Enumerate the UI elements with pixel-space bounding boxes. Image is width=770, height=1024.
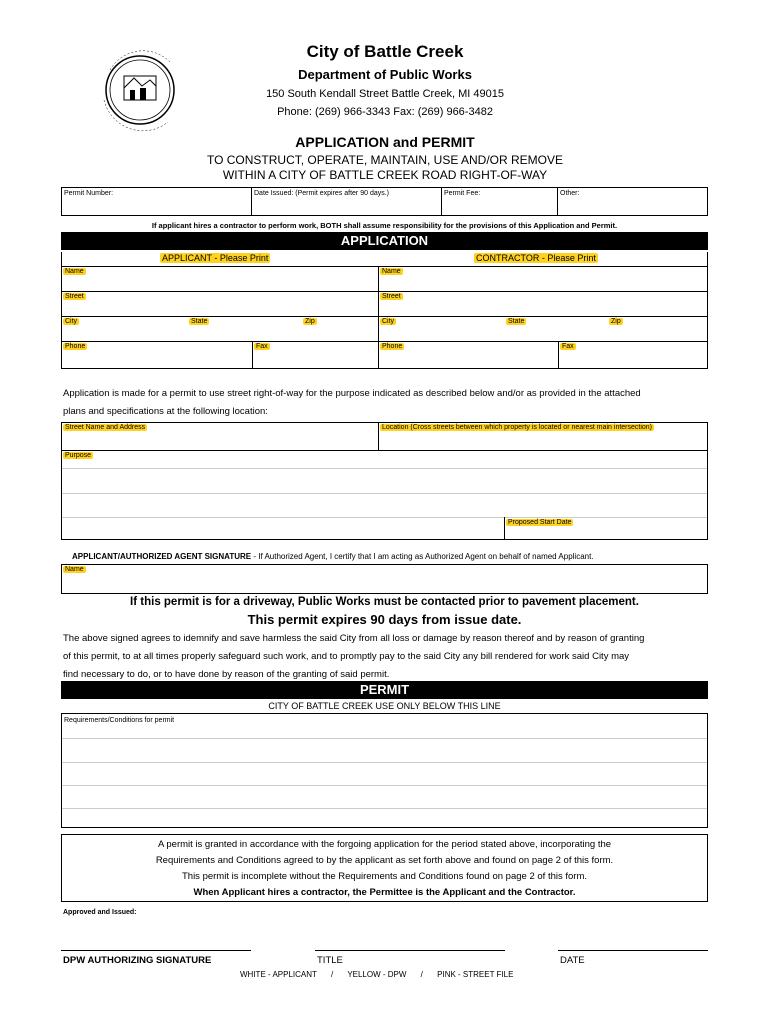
seal-text bbox=[10, 140, 20, 141]
expires-notice: This permit expires 90 days from issue date. bbox=[247, 612, 522, 627]
applicant-header: APPLICANT - Please Print bbox=[162, 253, 269, 263]
applicant-fax-label: Fax bbox=[256, 343, 268, 350]
indemnify-line-2: of this permit, to at all times properly safeguard such work, and to promptly pay to the said City any bill rendered for work said City may bbox=[63, 651, 630, 662]
permit-fee-label: Permit Fee: bbox=[444, 190, 481, 197]
contractor-phone-label: Phone bbox=[382, 343, 403, 350]
contractor-phone-field[interactable] bbox=[379, 342, 558, 368]
copy-yellow: YELLOW - DPW bbox=[347, 970, 407, 979]
date-label: DATE bbox=[560, 955, 585, 966]
dpw-signature-label: DPW AUTHORIZING SIGNATURE bbox=[63, 955, 212, 966]
contractor-header: CONTRACTOR - Please Print bbox=[476, 253, 596, 263]
street-name-label: Street Name and Address bbox=[65, 424, 146, 431]
other-field[interactable] bbox=[558, 188, 707, 215]
department-title: Department of Public Works bbox=[298, 67, 472, 82]
applicant-city-field[interactable] bbox=[62, 317, 187, 341]
contractor-name-field[interactable] bbox=[379, 267, 707, 291]
contractor-street-field[interactable] bbox=[379, 292, 707, 316]
contractor-zip-label: Zip bbox=[611, 318, 621, 325]
permit-number-label: Permit Number: bbox=[64, 190, 114, 197]
title-label: TITLE bbox=[317, 955, 343, 966]
applicant-contractor-grid bbox=[61, 252, 708, 369]
other-label: Other: bbox=[560, 190, 580, 197]
signature-heading-text: - If Authorized Agent, I certify that I am acting as Authorized Agent on behalf of named Applicant. bbox=[251, 552, 594, 561]
indemnify-line-3: find necessary to do, or to have done by reason of the granting of said permit. bbox=[63, 669, 390, 680]
grant-box bbox=[61, 834, 708, 902]
application-purpose-line-1: Application is made for a permit to use street right-of-way for the purpose indicated as described below and/or as provided in the attached bbox=[63, 388, 641, 399]
date-issued-field[interactable] bbox=[252, 188, 442, 215]
city-seal bbox=[90, 40, 190, 140]
grant-line-1: A permit is granted in accordance with the forgoing application for the period stated above, incorporating the bbox=[157, 839, 612, 850]
form-subtitle-1: TO CONSTRUCT, OPERATE, MAINTAIN, USE AND/OR REMOVE bbox=[206, 153, 564, 167]
requirements-box[interactable] bbox=[61, 713, 708, 828]
application-section-bar: APPLICATION bbox=[61, 232, 708, 250]
form-subtitle-2: WITHIN A CITY OF BATTLE CREEK ROAD RIGHT-OF-WAY bbox=[222, 168, 548, 182]
copy-distribution bbox=[240, 970, 513, 979]
applicant-fax-field[interactable] bbox=[253, 342, 378, 368]
copy-sep-1: / bbox=[331, 970, 334, 979]
contractor-state-label: State bbox=[508, 318, 525, 325]
grant-line-2: Requirements and Conditions agreed to by the applicant as set forth above and found on page 2 of this form. bbox=[155, 855, 614, 866]
applicant-name-field[interactable] bbox=[62, 267, 378, 291]
city-title: City of Battle Creek bbox=[306, 42, 464, 61]
contractor-city-label: City bbox=[382, 318, 395, 325]
grant-line-4: When Applicant hires a contractor, the Permittee is the Applicant and the Contractor. bbox=[193, 887, 576, 898]
city-address: 150 South Kendall Street Battle Creek, MI 49015 bbox=[266, 88, 504, 100]
contractor-fax-field[interactable] bbox=[559, 342, 707, 368]
contractor-fax-label: Fax bbox=[562, 343, 574, 350]
location-grid bbox=[61, 422, 708, 540]
contractor-city-field[interactable] bbox=[379, 317, 504, 341]
applicant-city-label: City bbox=[65, 318, 78, 325]
requirements-label: Requirements/Conditions for permit bbox=[64, 717, 175, 724]
contractor-notice: If applicant hires a contractor to perform work, BOTH shall assume responsibility for the provisions of this Application and Permit. bbox=[151, 221, 618, 230]
purpose-field[interactable] bbox=[62, 451, 707, 517]
date-line[interactable] bbox=[558, 950, 708, 951]
seal-icon bbox=[90, 40, 190, 140]
copy-pink: PINK - STREET FILE bbox=[437, 970, 514, 979]
contractor-state-field[interactable] bbox=[505, 317, 605, 341]
approved-issued-label: Approved and Issued: bbox=[63, 909, 137, 916]
form-title: APPLICATION and PERMIT bbox=[295, 134, 475, 150]
purpose-label: Purpose bbox=[65, 452, 92, 459]
driveway-notice: If this permit is for a driveway, Public Works must be contacted prior to pavement placement. bbox=[130, 596, 639, 608]
proposed-start-label: Proposed Start Date bbox=[508, 519, 572, 526]
applicant-street-field[interactable] bbox=[62, 292, 378, 316]
indemnify-line-1: The above signed agrees to idemnify and save harmless the said City from all loss or damage by reason thereof and by reason of granting bbox=[63, 633, 645, 644]
city-use-only: CITY OF BATTLE CREEK USE ONLY BELOW THIS LINE bbox=[268, 701, 501, 711]
signature-heading bbox=[72, 552, 712, 561]
title-line[interactable] bbox=[315, 950, 505, 951]
applicant-name-label: Name bbox=[65, 268, 84, 275]
applicant-state-field[interactable] bbox=[188, 317, 298, 341]
location-field[interactable] bbox=[379, 423, 707, 450]
copy-white: WHITE - APPLICANT bbox=[240, 970, 317, 979]
applicant-phone-field[interactable] bbox=[62, 342, 252, 368]
signature-heading-bold: APPLICANT/AUTHORIZED AGENT SIGNATURE bbox=[72, 552, 252, 561]
signature-name-field[interactable] bbox=[61, 564, 708, 594]
contractor-street-label: Street bbox=[382, 293, 401, 300]
application-purpose-line-2: plans and specifications at the following location: bbox=[63, 406, 268, 417]
permit-fee-field[interactable] bbox=[442, 188, 558, 215]
permit-info-row bbox=[61, 187, 708, 216]
dpw-signature-line[interactable] bbox=[61, 950, 251, 951]
applicant-state-label: State bbox=[191, 318, 208, 325]
grant-line-3: This permit is incomplete without the Requirements and Conditions found on page 2 of this form. bbox=[181, 871, 588, 882]
city-phone: Phone: (269) 966-3343 Fax: (269) 966-3482 bbox=[277, 106, 493, 118]
copy-sep-2: / bbox=[420, 970, 423, 979]
location-label: Location (Cross streets between which property is located or nearest main intersection) bbox=[382, 424, 653, 431]
permit-number-field[interactable] bbox=[62, 188, 252, 215]
applicant-phone-label: Phone bbox=[65, 343, 86, 350]
proposed-start-field[interactable] bbox=[505, 518, 707, 539]
applicant-zip-field[interactable] bbox=[302, 317, 378, 341]
signature-name-label: Name bbox=[65, 566, 84, 573]
permit-section-bar: PERMIT bbox=[61, 681, 708, 699]
applicant-zip-label: Zip bbox=[305, 318, 315, 325]
street-name-field[interactable] bbox=[62, 423, 378, 450]
date-issued-label: Date Issued: (Permit expires after 90 days.) bbox=[254, 190, 389, 197]
contractor-name-label: Name bbox=[382, 268, 401, 275]
contractor-zip-field[interactable] bbox=[608, 317, 707, 341]
applicant-street-label: Street bbox=[65, 293, 84, 300]
